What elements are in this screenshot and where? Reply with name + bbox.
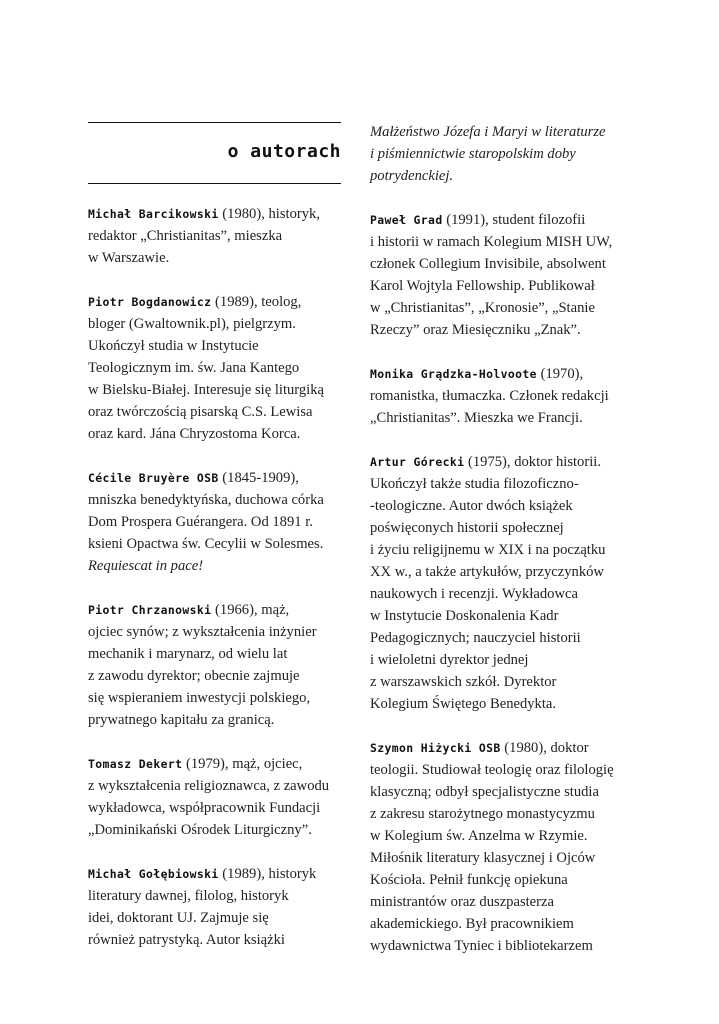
bio-text: (1975), doktor historii. (464, 454, 601, 470)
heading-rule-bottom (88, 183, 341, 184)
author-name: Artur Górecki (370, 455, 465, 469)
bio-line: Karol Wojtyla Fellowship. Publikował (370, 278, 595, 294)
author-entry-gorecki (370, 451, 650, 715)
bio-line: prywatnego kapitału za granicą. (88, 712, 275, 728)
book-title-line: i piśmiennictwie staropolskim doby (370, 146, 576, 162)
author-name: Monika Grądzka-Holvoote (370, 367, 537, 381)
bio-text: (1989), historyk (218, 866, 317, 882)
bio-line: redaktor „Christianitas”, mieszka (88, 228, 283, 244)
bio-line: klasyczną; odbył specjalistyczne studia (370, 784, 599, 800)
bio-line: Dom Prospera Guérangera. Od 1891 r. (88, 514, 313, 530)
bio-line: w Bielsku-Białej. Interesuje się liturgiką (88, 382, 325, 398)
bio-line: akademickiego. Był pracownikiem (370, 916, 574, 932)
bio-text: (1989), teolog, (211, 294, 302, 310)
bio-line: ojciec synów; z wykształcenia inżynier (88, 624, 317, 640)
bio-line: bloger (Gwaltownik.pl), pielgrzym. (88, 316, 296, 332)
author-entry-golebiowski (88, 863, 356, 951)
bio-line: wydawnictwa Tyniec i bibliotekarzem (370, 938, 593, 954)
bio-line-italic: Requiescat in pace! (88, 558, 204, 574)
bio-text: (1980), doktor (500, 740, 589, 756)
bio-line: idei, doktorant UJ. Zajmuje się (88, 910, 269, 926)
bio-line: z wykształcenia religioznawca, z zawodu (88, 778, 330, 794)
heading-rule-top (88, 122, 341, 123)
bio-line: wykładowca, współpracownik Fundacji (88, 800, 321, 816)
author-name: Tomasz Dekert (88, 757, 183, 771)
author-entry-gradzka-holvoote (370, 363, 650, 429)
bio-line: Teologicznym im. św. Jana Kantego (88, 360, 300, 376)
author-name: Szymon Hiżycki OSB (370, 741, 501, 755)
bio-line: „Dominikański Ośrodek Liturgiczny”. (88, 822, 312, 838)
bio-line: i życiu religijnemu w XIX i na początku (370, 542, 606, 558)
author-entry-barcikowski (88, 203, 356, 269)
author-name: Paweł Grad (370, 213, 443, 227)
bio-text: (1980), historyk, (218, 206, 320, 222)
author-name: Michał Barcikowski (88, 207, 219, 221)
author-entry-dekert (88, 753, 356, 841)
bio-text: (1979), mąż, ojciec, (182, 756, 303, 772)
bio-text: (1966), mąż, (211, 602, 290, 618)
bio-text: (1845-1909), (218, 470, 299, 486)
bio-line: Kolegium Świętego Benedykta. (370, 696, 557, 712)
bio-line: w „Christianitas”, „Kronosie”, „Stanie (370, 300, 595, 316)
bio-text: (1991), student filozofii (442, 212, 586, 228)
bio-line: Ukończył studia w Instytucie (88, 338, 259, 354)
bio-line: Rzeczy” oraz Miesięczniku „Znak”. (370, 322, 581, 338)
section-title: o autorach (227, 141, 341, 162)
bio-line: naukowych i recenzji. Wykładowca (370, 586, 578, 602)
bio-line: z warszawskich szkół. Dyrektor (370, 674, 557, 690)
bio-line: Kościoła. Pełnił funkcję opiekuna (370, 872, 568, 888)
bio-line: mechanik i marynarz, od wielu lat (88, 646, 288, 662)
bio-line: literatury dawnej, filolog, historyk (88, 888, 289, 904)
bio-line: oraz kard. Jána Chryzostoma Korca. (88, 426, 301, 442)
bio-line: romanistka, tłumaczka. Członek redakcji (370, 388, 609, 404)
bio-line: i historii w ramach Kolegium MISH UW, (370, 234, 613, 250)
author-entry-grad (370, 209, 650, 341)
right-column (370, 121, 650, 979)
bio-line: teologii. Studiował teologię oraz filologię (370, 762, 614, 778)
bio-line: Pedagogicznych; nauczyciel historii (370, 630, 581, 646)
bio-line: i wieloletni dyrektor jednej (370, 652, 529, 668)
author-entry-bruyere (88, 467, 356, 577)
bio-text: (1970), (536, 366, 584, 382)
bio-line: z zakresu starożytnego monastycyzmu (370, 806, 595, 822)
bio-line: XX w., a także artykułów, przyczynków (370, 564, 604, 580)
bio-line: ksieni Opactwa św. Cecylii w Solesmes. (88, 536, 324, 552)
book-title-line: potrydenckiej. (370, 168, 454, 184)
bio-line: -teologiczne. Autor dwóch książek (370, 498, 573, 514)
book-title-line: Małżeństwo Józefa i Maryi w literaturze (370, 124, 606, 140)
author-name: Piotr Bogdanowicz (88, 295, 212, 309)
bio-line: mniszka benedyktyńska, duchowa córka (88, 492, 324, 508)
author-name: Piotr Chrzanowski (88, 603, 212, 617)
bio-line: „Christianitas”. Mieszka we Francji. (370, 410, 583, 426)
bio-line: również patrystyką. Autor książki (88, 932, 285, 948)
author-name: Michał Gołębiowski (88, 867, 219, 881)
bio-line: poświęconych historii społecznej (370, 520, 564, 536)
left-column (88, 203, 356, 973)
author-name: Cécile Bruyère OSB (88, 471, 219, 485)
bio-line: z zawodu dyrektor; obecnie zajmuje (88, 668, 300, 684)
author-entry-chrzanowski (88, 599, 356, 731)
bio-line: członek Collegium Invisibile, absolwent (370, 256, 606, 272)
bio-line: ministrantów oraz duszpasterza (370, 894, 554, 910)
author-entry-bogdanowicz (88, 291, 356, 445)
author-entry-hizycki (370, 737, 650, 957)
bio-line: w Instytucie Doskonalenia Kadr (370, 608, 559, 624)
bio-line: oraz twórczością pisarską C.S. Lewisa (88, 404, 313, 420)
continuation-book-title (370, 121, 650, 187)
bio-line: Miłośnik literatury klasycznej i Ojców (370, 850, 596, 866)
bio-line: w Kolegium św. Anzelma w Rzymie. (370, 828, 588, 844)
bio-line: w Warszawie. (88, 250, 170, 266)
bio-line: Ukończył także studia filozoficzno- (370, 476, 579, 492)
bio-line: się wspieraniem inwestycji polskiego, (88, 690, 311, 706)
